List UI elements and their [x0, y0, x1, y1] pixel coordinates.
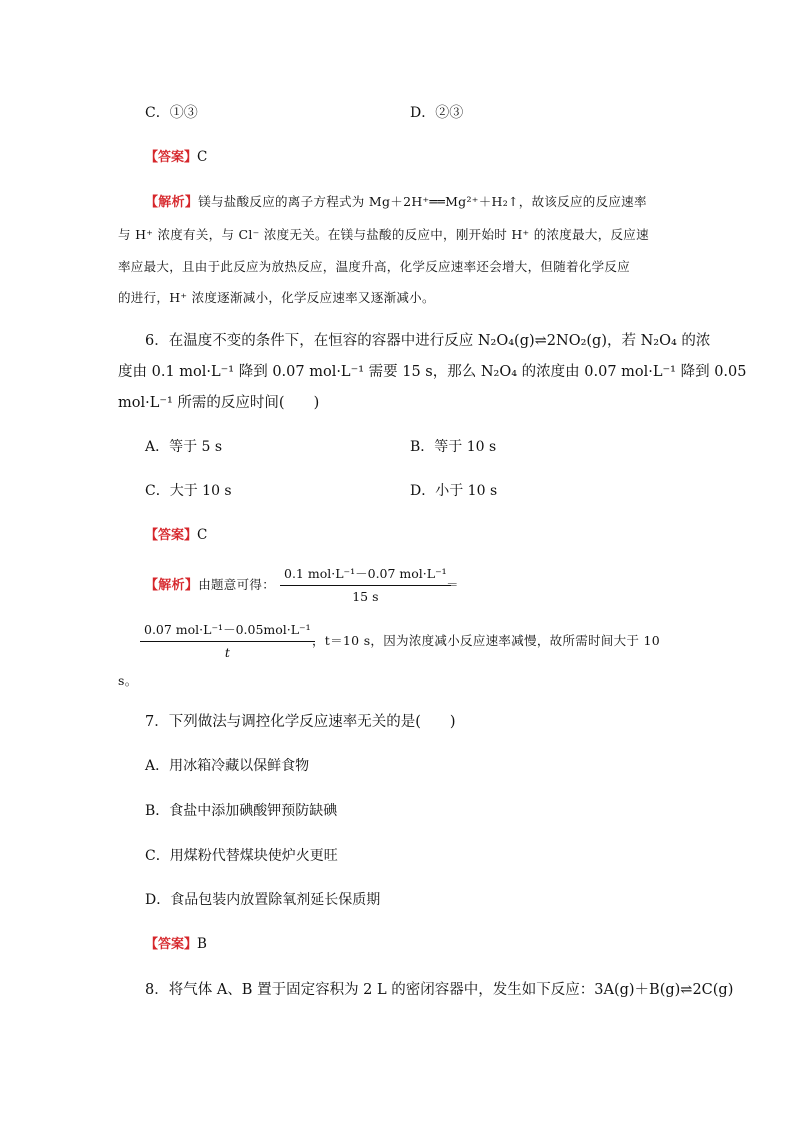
answer-tag: 【答案】 [145, 150, 198, 165]
q5-analysis-line-1: 【解析】镁与盐酸反应的离子方程式为 Mg＋2H⁺══Mg²⁺＋H₂↑，故该反应的反应速率 [145, 194, 647, 210]
analysis-tag: 【解析】 [145, 195, 199, 210]
analysis-tag: 【解析】 [145, 578, 199, 593]
q5-answer: C [197, 149, 208, 165]
q6-stem-line-1: 6．在温度不变的条件下，在恒容的容器中进行反应 N₂O₄(g)⇌2NO₂(g)，若 N₂O₄ 的浓 [145, 333, 711, 349]
equals-sign: ＝ [446, 577, 459, 592]
q6-option-a: A．等于 5 s [145, 439, 223, 455]
fraction-1-numerator: 0.1 mol·L⁻¹－0.07 mol·L⁻¹ [280, 565, 451, 586]
fraction-1 [280, 565, 451, 606]
q7-answer: B [197, 936, 207, 952]
q7-option-a: A．用冰箱冷藏以保鲜食物 [145, 758, 310, 774]
fraction-1-denominator: 15 s [352, 589, 379, 604]
q6-answer-row [145, 525, 207, 546]
q8-stem: 8．将气体 A、B 置于固定容积为 2 L 的密闭容器中，发生如下反应：3A(g)＋B(g)⇌2C(g) [145, 982, 734, 998]
q6-option-c: C．大于 10 s [145, 483, 232, 499]
q6-analysis-prefix: 【解析】由题意可得： [145, 577, 276, 593]
q7-stem: 7．下列做法与调控化学反应速率无关的是( ) [145, 714, 456, 730]
q7-answer-row [145, 934, 207, 955]
q6-option-d: D．小于 10 s [410, 483, 498, 499]
q7-option-b: B．食盐中添加碘酸钾预防缺碘 [145, 803, 338, 819]
q6-stem-line-2: 度由 0.1 mol·L⁻¹ 降到 0.07 mol·L⁻¹ 需要 15 s，那么 N₂O₄ 的浓度由 0.07 mol·L⁻¹ 降到 0.05 [118, 364, 747, 380]
fraction-2-denominator: t [224, 645, 230, 660]
q5-analysis-line-3: 率应最大，且由于此反应为放热反应，温度升高，化学反应速率还会增大，但随着化学反应 [118, 259, 631, 274]
q6-option-b: B．等于 10 s [410, 439, 497, 455]
q5-option-d: D．②③ [410, 105, 464, 121]
answer-tag: 【答案】 [145, 528, 198, 543]
q5-option-c: C．①③ [145, 105, 198, 121]
q5-analysis-line-4: 的进行，H⁺ 浓度逐渐减小，化学反应速率又逐渐减小。 [118, 290, 435, 305]
q5-answer-row [145, 147, 207, 168]
fraction-2-numerator: 0.07 mol·L⁻¹－0.05mol·L⁻¹ [140, 621, 315, 642]
q7-option-c: C．用煤粉代替煤块使炉火更旺 [145, 848, 338, 864]
q7-option-d: D．食品包装内放置除氧剂延长保质期 [145, 892, 381, 908]
q5-analysis-line-2: 与 H⁺ 浓度有关，与 Cl⁻ 浓度无关。在镁与盐酸的反应中，刚开始时 H⁺ 的浓度最大，反应速 [118, 227, 649, 242]
q6-analysis-tail: s。 [118, 673, 138, 688]
answer-tag: 【答案】 [145, 937, 198, 952]
fraction-2 [140, 621, 315, 662]
q6-answer: C [197, 527, 208, 543]
q6-analysis-suffix: ，t＝10 s，因为浓度减小反应速率减慢，故所需时间大于 10 [312, 633, 660, 648]
q6-stem-line-3: mol·L⁻¹ 所需的反应时间( ) [118, 395, 320, 411]
